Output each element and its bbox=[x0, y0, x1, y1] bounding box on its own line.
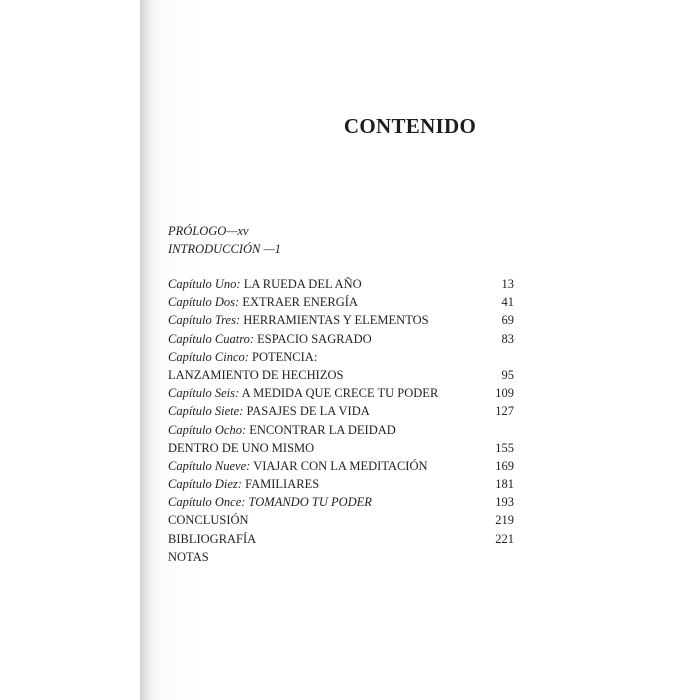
toc-entry-page-number: 83 bbox=[501, 331, 514, 346]
toc-entry-chapter-label: Capítulo Ocho: bbox=[168, 422, 247, 437]
toc-entry-title: LA RUEDA DEL AÑO bbox=[243, 277, 362, 291]
toc-entry-chapter-label: Capítulo Uno: bbox=[168, 277, 241, 291]
toc-entry-chapter-label: Capítulo Siete: bbox=[168, 404, 244, 419]
toc-entry-title: HERRAMIENTAS Y ELEMENTOS bbox=[243, 313, 429, 328]
toc-entry-title: CONCLUSIÓN bbox=[168, 513, 249, 528]
toc-entry-title: LANZAMIENTO DE HECHIZOS bbox=[168, 367, 344, 382]
toc-entry-title: DENTRO DE UNO MISMO bbox=[168, 440, 315, 455]
toc-entry-page-number: 69 bbox=[501, 313, 514, 328]
toc-entry-chapter-label: Capítulo Cuatro: bbox=[168, 331, 255, 346]
toc-entry-page-number: 127 bbox=[495, 404, 514, 419]
toc-entry-page-number: 41 bbox=[501, 295, 514, 310]
toc-entry-page-number: 13 bbox=[501, 277, 514, 291]
front-matter-introduction: INTRODUCCIÓN —1 bbox=[168, 242, 281, 256]
toc-entry bbox=[168, 402, 514, 420]
toc-entry-chapter-label: Capítulo Once: bbox=[168, 495, 246, 510]
toc-entry bbox=[168, 439, 514, 457]
toc-entry bbox=[168, 493, 514, 511]
toc-entry-title: VIAJAR CON LA MEDITACIÓN bbox=[253, 458, 428, 473]
toc-entry bbox=[168, 548, 514, 566]
toc-entry bbox=[168, 511, 514, 529]
toc-entry bbox=[168, 384, 514, 402]
toc-entry bbox=[168, 530, 514, 548]
toc-entry-page-number: 181 bbox=[495, 477, 514, 492]
toc-entry-title: PASAJES DE LA VIDA bbox=[246, 404, 370, 419]
toc-entry-page-number: 193 bbox=[495, 495, 514, 510]
toc-entry-page-number: 109 bbox=[495, 386, 514, 401]
toc-entry bbox=[168, 421, 514, 439]
toc-entry-chapter-label: Capítulo Tres: bbox=[168, 313, 241, 328]
toc-entry-title: POTENCIA: bbox=[252, 349, 318, 364]
toc-entry-page-number: 219 bbox=[495, 513, 514, 528]
toc-entry bbox=[168, 311, 514, 329]
toc-entry-chapter-label: Capítulo Cinco: bbox=[168, 349, 249, 364]
toc-entry-title: EXTRAER ENERGÍA bbox=[242, 295, 358, 310]
front-matter-prologue: PRÓLOGO—xv bbox=[168, 224, 249, 238]
toc-entry-page-number: 221 bbox=[495, 531, 514, 546]
toc-entry-chapter-label: Capítulo Seis: bbox=[168, 386, 240, 401]
toc-entry-page-number: 155 bbox=[495, 440, 514, 455]
toc-entry-page-number: 95 bbox=[501, 367, 514, 382]
toc-entry-title: ESPACIO SAGRADO bbox=[257, 331, 372, 346]
toc-entry bbox=[168, 475, 514, 493]
table-of-contents bbox=[168, 275, 514, 566]
toc-entry-chapter-label: Capítulo Dos: bbox=[168, 295, 240, 310]
front-matter bbox=[168, 222, 281, 258]
toc-entry bbox=[168, 293, 514, 311]
toc-entry bbox=[168, 366, 514, 384]
toc-entry-title: FAMILIARES bbox=[245, 477, 320, 492]
toc-entry bbox=[168, 275, 514, 293]
book-page bbox=[140, 0, 700, 700]
toc-entry bbox=[168, 348, 514, 366]
page-title: CONTENIDO bbox=[343, 114, 477, 138]
toc-entry-chapter-label: Capítulo Diez: bbox=[168, 477, 242, 492]
toc-entry-title: NOTAS bbox=[168, 549, 209, 564]
toc-entry bbox=[168, 330, 514, 348]
toc-entry bbox=[168, 457, 514, 475]
toc-entry-title: A MEDIDA QUE CRECE TU PODER bbox=[241, 386, 439, 401]
toc-entry-title: ENCONTRAR LA DEIDAD bbox=[249, 422, 396, 437]
toc-entry-chapter-label: Capítulo Nueve: bbox=[168, 458, 251, 473]
toc-entry-page-number: 169 bbox=[495, 458, 514, 473]
toc-entry-title: BIBLIOGRAFÍA bbox=[168, 531, 257, 546]
toc-entry-title: TOMANDO TU PODER bbox=[248, 495, 372, 510]
